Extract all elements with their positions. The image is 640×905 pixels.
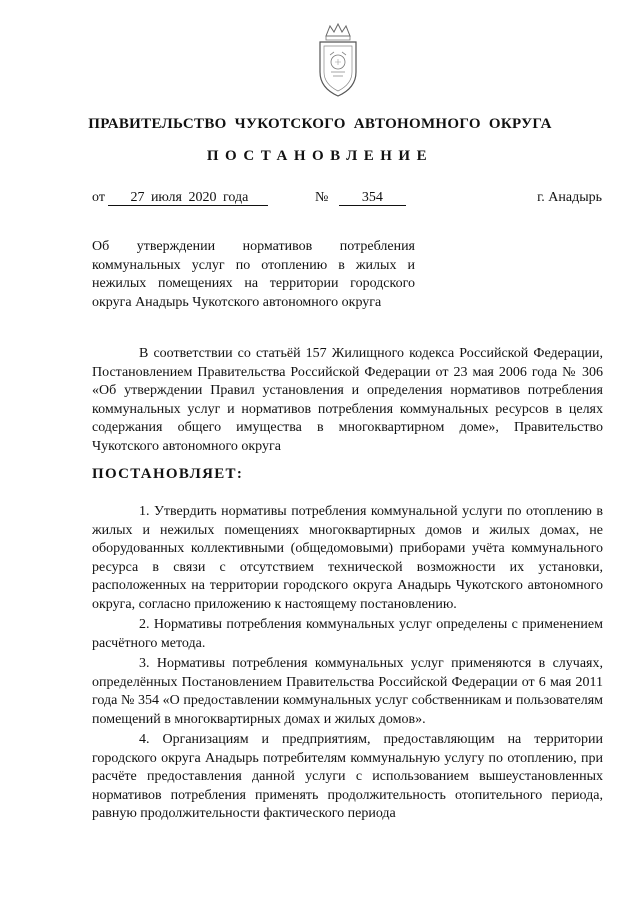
coat-of-arms-icon [306,22,370,102]
government-title: ПРАВИТЕЛЬСТВО ЧУКОТСКОГО АВТОНОМНОГО ОКРУГА [88,116,552,132]
subject-text: Об утверждении нормативов потребления коммунальных услуг по отоплению в жилых и нежилых помещениях на территории городского округа Анадырь Чукотского автономного округа [92,239,415,310]
number-label: № [315,190,329,205]
document-city: г. Анадырь [537,190,602,205]
document-subject [92,238,415,312]
document-number-line [315,190,406,206]
resolution-item: 1. Утвердить нормативы потребления коммунальной услуги по отоплению в жилых и нежилых помещениях многоквартирных домов и жилых домах, не оборудованных коллективными (общедомовыми) приборами учёта коммунального ресурса в связи с отсутствием технической возможности их установки, расположенных на территории городского округа Анадырь Чукотского автономного округа, согласно приложению к настоящему постановлению. [92,504,603,612]
resolve-heading: ПОСТАНОВЛЯЕТ: [92,466,244,482]
resolution-items [92,503,603,826]
resolution-item: 2. Нормативы потребления коммунальных услуг определены с применением расчётного метода. [92,617,603,651]
preamble [92,345,603,456]
preamble-text: В соответствии со статьёй 157 Жилищного кодекса Российской Федерации, Постановлением Правительства Российской Федерации от 23 мая 2006 года № 306 «Об утверждении Правил установления и определения нормативов потребления коммунальных услуг и нормативов потребления коммунальных ресурсов в целях содержания общего имущества в многоквартирном доме», Правительство Чукотского автономного округа [92,346,603,454]
document-number: 354 [339,190,406,206]
document-type: ПОСТАНОВЛЕНИЕ [206,148,434,164]
document-date-line [92,190,268,206]
resolution-item: 4. Организациям и предприятиям, предоставляющим на территории городского округа Анадырь потребителям коммунальную услугу по отоплению, при расчёте предоставления данной услуги с использованием вышеустановленных нормативов потребления применять продолжительность отопительного периода, равную продолжительности фактического периода [92,732,603,821]
document-date: 27 июля 2020 года [108,190,268,206]
resolution-item: 3. Нормативы потребления коммунальных услуг применяются в случаях, определённых Постановлением Правительства Российской Федерации от 6 мая 2011 года № 354 «О предоставлении коммунальных услуг собственникам и пользователям помещений в многоквартирных домах и жилых домов». [92,656,603,727]
from-label: от [92,190,105,205]
